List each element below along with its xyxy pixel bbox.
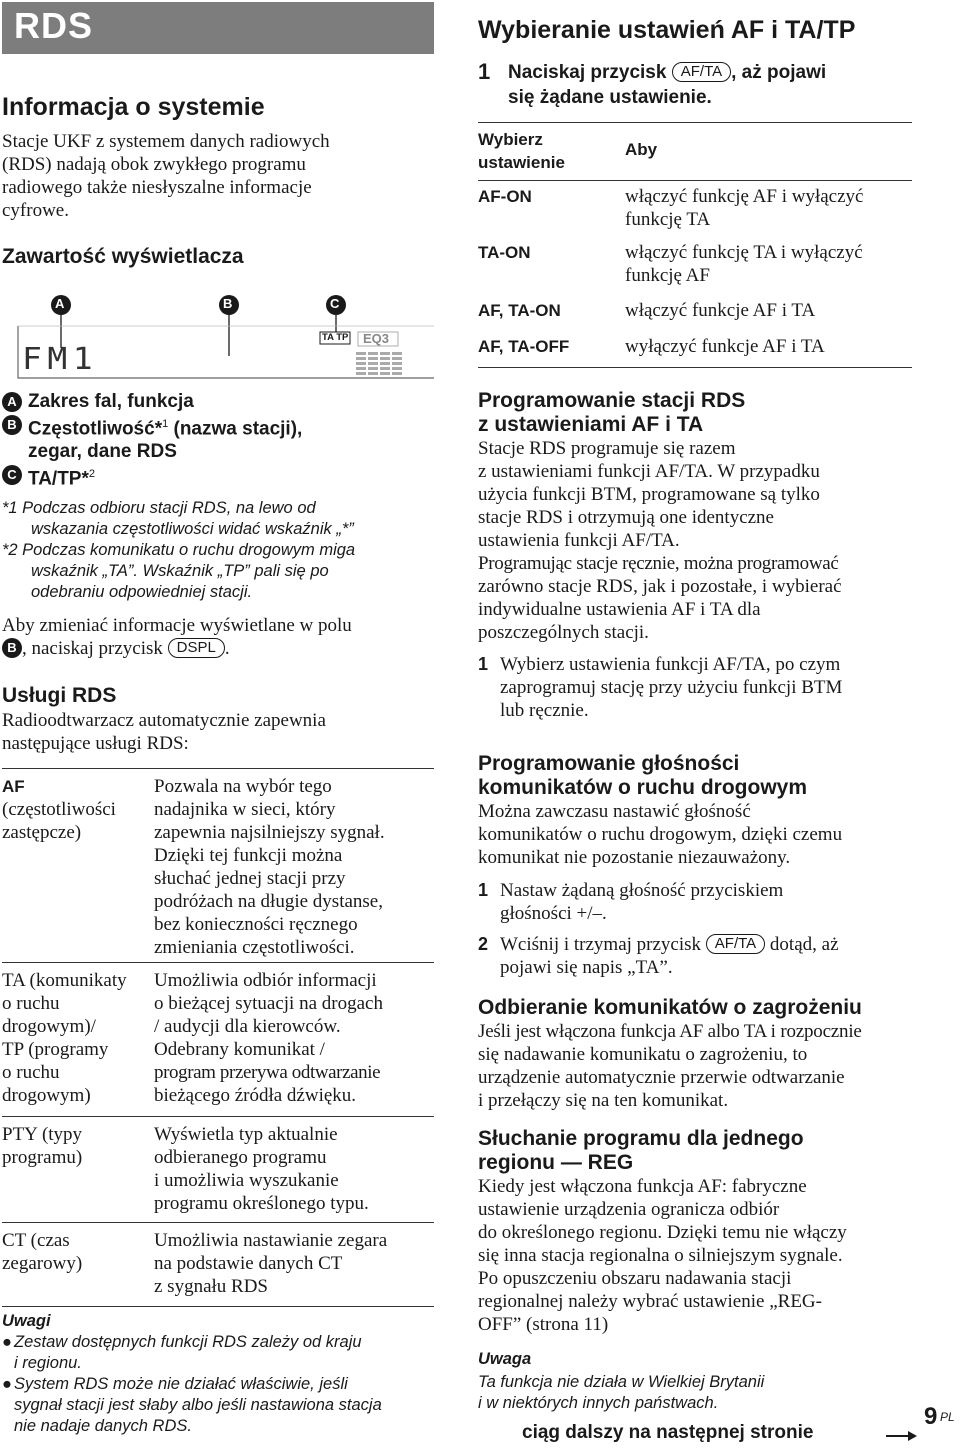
text-line: stacje RDS i otrzymują one identyczne [478, 507, 774, 528]
legend-text: (nazwa stacji), [173, 418, 303, 440]
legend-item-b [2, 413, 434, 463]
display-legend [2, 390, 434, 491]
service-row-pty [2, 1123, 434, 1220]
dspl-button-label: DSPL [168, 638, 225, 658]
text-line: Radioodtwarzacz automatycznie zapewnia [2, 710, 326, 731]
callout-a-label: A [55, 296, 65, 311]
service-desc: o bieżącej sytuacji na drogach [154, 993, 383, 1014]
reg-section [478, 1127, 912, 1336]
page-number: 9 [924, 1403, 938, 1430]
step-text: zaprogramuj stację przy użyciu funkcji BTM [500, 677, 843, 698]
text-line: cyfrowe. [2, 200, 69, 221]
volume-section [478, 752, 912, 979]
note-item [2, 1374, 434, 1437]
text-line: zarówno stacje RDS, jak i pozostałe, i wybierać [478, 576, 842, 597]
step-text: pojawi się napis „TA”. [500, 957, 673, 978]
table-cell-setting: AF-ON [478, 187, 532, 206]
footnote-line: *1 Podczas odbioru stacji RDS, na lewo od [2, 499, 316, 517]
emergency-heading: Odbieranie komunikatów o zagrożeniu [478, 996, 862, 1019]
table-row [478, 185, 912, 241]
service-term: (częstotliwości [2, 799, 116, 820]
emergency-section [478, 996, 918, 1112]
bullet-icon: ● [2, 1333, 12, 1351]
step-text: lub ręcznie. [500, 700, 589, 721]
step-text: Naciskaj przycisk [508, 62, 667, 83]
af-ta-heading: Wybieranie ustawień AF i TA/TP [478, 16, 856, 44]
services-intro [2, 709, 434, 755]
continued-text: ciąg dalszy na następnej stronie [522, 1422, 814, 1443]
services-table-rule-top [2, 768, 434, 769]
service-term: o ruchu [2, 1062, 60, 1083]
note-line: nie nadaje danych RDS. [14, 1417, 192, 1435]
step-text: Wybierz ustawienia funkcji AF/TA, po czym [500, 654, 841, 675]
service-desc: nadajnika w sieci, który [154, 799, 336, 820]
notes-title: Uwagi [2, 1312, 51, 1330]
service-desc: programu określonego typu. [154, 1193, 369, 1214]
step-text: się żądane ustawienie. [508, 87, 712, 108]
service-term: AF [2, 777, 25, 796]
service-term: o ruchu [2, 993, 60, 1014]
arrow-right-icon [886, 1430, 918, 1442]
note-item [2, 1332, 434, 1374]
display-heading: Zawartość wyświetlacza [2, 245, 244, 268]
volume-heading: komunikatów o ruchu drogowym [478, 776, 808, 799]
callout-c-label: C [330, 296, 340, 311]
step-text: głośności +/–. [500, 903, 607, 924]
badge-b: B [2, 415, 22, 435]
service-desc: słuchać jednej stacji przy [154, 868, 346, 889]
section-banner-title: RDS [14, 5, 94, 46]
note-line: Ta funkcja nie działa w Wielkiej Brytanii [478, 1373, 765, 1391]
note-line: i regionu. [14, 1354, 82, 1372]
text-line: regionalnej należy wybrać ustawienie „REG- [478, 1291, 822, 1312]
prog-heading: z ustawieniami AF i TA [478, 413, 704, 436]
display-diagram [2, 292, 434, 384]
ta-tp-indicator: TA TP [322, 332, 349, 343]
eq-indicator: EQ3 [363, 331, 390, 346]
text-line: ustawienie urządzenia ogranicza odbiór [478, 1199, 780, 1220]
badge-b: B [2, 638, 22, 658]
step-text: Nastaw żądaną głośność przyciskiem [500, 880, 784, 901]
service-desc: / audycji dla kierowców. [154, 1016, 341, 1037]
legend-text: zegar, dane RDS [28, 441, 177, 463]
reg-heading: Słuchanie programu dla jednego [478, 1127, 804, 1150]
text-line: komunikat nie pozostanie niezauważony. [478, 847, 791, 868]
table-cell-action: włączyć funkcje AF i TA [625, 300, 816, 321]
step-number: 2 [478, 934, 489, 954]
prog-section [478, 389, 912, 722]
service-row-ta-tp [2, 969, 434, 1114]
footnote-ref: 2 [88, 468, 95, 481]
service-desc: zapewnia najsilniejszy sygnał. [154, 822, 385, 843]
text-line: ustawienia funkcji AF/TA. [478, 530, 680, 551]
footnote-ref: 1 [162, 418, 169, 430]
service-desc: bez konieczności ręcznego [154, 914, 358, 935]
table-header: ustawienie [478, 153, 565, 172]
service-desc: Pozwala na wybór tego [154, 776, 332, 797]
volume-step-2 [478, 933, 912, 979]
text-fragment: , naciskaj przycisk [22, 638, 163, 659]
info-paragraph [2, 130, 434, 222]
badge-c: C [2, 465, 22, 485]
footnote-line: odebraniu odpowiedniej stacji. [31, 583, 253, 601]
text-line: Można zawczasu nastawić głośność [478, 801, 751, 822]
af-ta-button-label: AF/TA [672, 62, 731, 82]
row-divider [2, 1222, 434, 1223]
text-line: następujące usługi RDS: [2, 733, 189, 754]
legend-text: Zakres fal, funkcja [28, 391, 194, 412]
text-line: z ustawieniami funkcji AF/TA. W przypadku [478, 461, 820, 482]
service-desc: zmieniania częstotliwości. [154, 937, 355, 958]
text-line: do określonego regionu. Dzięki temu nie włączy [478, 1222, 847, 1243]
text-line: Aby zmieniać informacje wyświetlane w polu [2, 615, 352, 636]
language-code: PL [940, 1410, 955, 1424]
service-desc: Umożliwia odbiór informacji [154, 970, 377, 991]
services-heading: Usługi RDS [2, 684, 117, 707]
text-line: się nadawanie komunikatu o zagrożeniu, to [478, 1044, 808, 1065]
table-cell-setting: TA-ON [478, 243, 531, 262]
text-line: się inna stacja regionalna o silniejszym sygnale. [478, 1245, 843, 1266]
prog-step-1 [478, 653, 912, 722]
settings-table [478, 128, 912, 365]
service-row-af [2, 775, 434, 960]
reg-heading: regionu — REG [478, 1151, 634, 1174]
footnote-line: *2 Podczas komunikatu o ruchu drogowym miga [2, 541, 356, 559]
text-line: indywidualne ustawienia AF i TA dla [478, 599, 761, 620]
table-header: Wybierz [478, 130, 543, 149]
step-text: Wciśnij i trzymaj przycisk [500, 934, 702, 955]
service-term: TA (komunikaty [2, 970, 127, 991]
change-display-text [2, 614, 434, 660]
table-cell-action: wyłączyć funkcje AF i TA [625, 336, 825, 357]
text-line: poszczególnych stacji. [478, 622, 649, 643]
service-desc: i umożliwia wyszukanie [154, 1170, 339, 1191]
legend-item-a [2, 390, 434, 413]
service-term: drogowym) [2, 1085, 91, 1106]
service-term: PTY (typy [2, 1124, 83, 1145]
service-desc: program przerywa odtwarzanie [154, 1062, 381, 1083]
service-term: programu) [2, 1147, 83, 1168]
settings-table-rule-bottom [478, 367, 912, 368]
header-divider [478, 180, 912, 181]
table-cell-action: włączyć funkcję TA i wyłączyć [625, 242, 863, 263]
service-desc: z sygnału RDS [154, 1276, 268, 1297]
text-line: Kiedy jest włączona funkcja AF: fabryczne [478, 1176, 807, 1197]
text-line: użycia funkcji BTM, programowane są tylko [478, 484, 820, 505]
legend-text: TA/TP* [28, 468, 89, 490]
services-table-rule-bottom [2, 1306, 434, 1307]
text-line: OFF” (strona 11) [478, 1314, 609, 1335]
step-text: , aż pojawi [731, 62, 827, 83]
reg-note [478, 1349, 912, 1414]
info-heading: Informacja o systemie [2, 93, 265, 121]
footnotes [2, 498, 434, 603]
note-title: Uwaga [478, 1350, 532, 1368]
bullet-icon: ● [2, 1375, 12, 1393]
service-term: CT (czas [2, 1230, 70, 1251]
service-term: zastępcze) [2, 822, 82, 843]
settings-table-rule-top [478, 122, 912, 123]
service-term: TP (programy [2, 1039, 109, 1060]
af-step-1 [478, 60, 912, 109]
step-number: 1 [478, 59, 491, 84]
note-line: i w niektórych innych państwach. [478, 1394, 719, 1412]
text-line: i przełączy się na ten komunikat. [478, 1090, 729, 1111]
text-line: Stacje UKF z systemem danych radiowych [2, 131, 330, 152]
service-term: drogowym)/ [2, 1016, 96, 1037]
table-row [478, 241, 912, 297]
table-cell-action: funkcję TA [625, 209, 711, 230]
note-line: System RDS może nie działać właściwie, jeśli [14, 1375, 348, 1393]
service-desc: bieżącego źródła dźwięku. [154, 1085, 357, 1106]
table-cell-setting: AF, TA-OFF [478, 337, 570, 356]
footnote-line: wskaźnik „TA”. Wskaźnik „TP” pali się po [31, 562, 329, 580]
badge-a: A [2, 392, 22, 412]
volume-heading: Programowanie głośności [478, 752, 740, 775]
step-number: 1 [478, 654, 489, 674]
table-row [478, 335, 912, 365]
text-line: Programując stacje ręcznie, można programować [478, 553, 839, 574]
table-cell-setting: AF, TA-ON [478, 301, 561, 320]
notes [2, 1311, 434, 1437]
step-text: dotąd, aż [769, 934, 839, 955]
section-banner [2, 2, 434, 54]
legend-item-c [2, 463, 434, 490]
note-line: sygnał stacji jest słaby albo jeśli nastawiona stacja [14, 1396, 382, 1414]
row-divider [2, 1116, 434, 1117]
service-term: zegarowy) [2, 1253, 83, 1274]
continued-next-page [522, 1422, 813, 1444]
service-desc: Odebrany komunikat / [154, 1039, 325, 1060]
text-line: (RDS) nadają obok zwykłego programu [2, 154, 306, 175]
prog-heading: Programowanie stacji RDS [478, 389, 746, 412]
table-cell-action: funkcję AF [625, 265, 710, 286]
note-line: Zestaw dostępnych funkcji RDS zależy od kraju [14, 1333, 362, 1351]
service-desc: odbieranego programu [154, 1147, 327, 1168]
step-number: 1 [478, 880, 489, 900]
lcd-band-text: FM1 [22, 342, 99, 377]
text-line: komunikatów o ruchu drogowym, dzięki czemu [478, 824, 843, 845]
settings-table-header [478, 128, 912, 178]
row-divider [2, 962, 434, 963]
table-cell-action: włączyć funkcję AF i wyłączyć [625, 186, 864, 207]
service-desc: Dzięki tej funkcji można [154, 845, 343, 866]
service-desc: Umożliwia nastawianie zegara [154, 1230, 388, 1251]
service-row-ct [2, 1229, 434, 1303]
services-table [2, 775, 434, 1303]
text-line: Jeśli jest włączona funkcja AF albo TA i rozpocznie [478, 1021, 862, 1042]
text-fragment: . [224, 638, 230, 659]
callout-b-label: B [223, 296, 233, 311]
table-header: Aby [625, 140, 658, 159]
af-ta-button-label: AF/TA [706, 934, 765, 954]
text-line: urządzenie automatycznie przerwie odtwarzanie [478, 1067, 845, 1088]
footnote-line: wskazania częstotliwości widać wskaźnik „*” [31, 520, 354, 538]
service-desc: podróżach na długie dystanse, [154, 891, 383, 912]
text-line: Stacje RDS programuje się razem [478, 438, 736, 459]
table-row [478, 299, 912, 335]
service-desc: Wyświetla typ aktualnie [154, 1124, 338, 1145]
legend-text: Częstotliwość* [28, 418, 163, 440]
service-desc: na podstawie danych CT [154, 1253, 343, 1274]
text-line: Po opuszczeniu obszaru nadawania stacji [478, 1268, 792, 1289]
volume-step-1 [478, 879, 912, 925]
text-line: radiowego także niesłyszalne informacje [2, 177, 312, 198]
